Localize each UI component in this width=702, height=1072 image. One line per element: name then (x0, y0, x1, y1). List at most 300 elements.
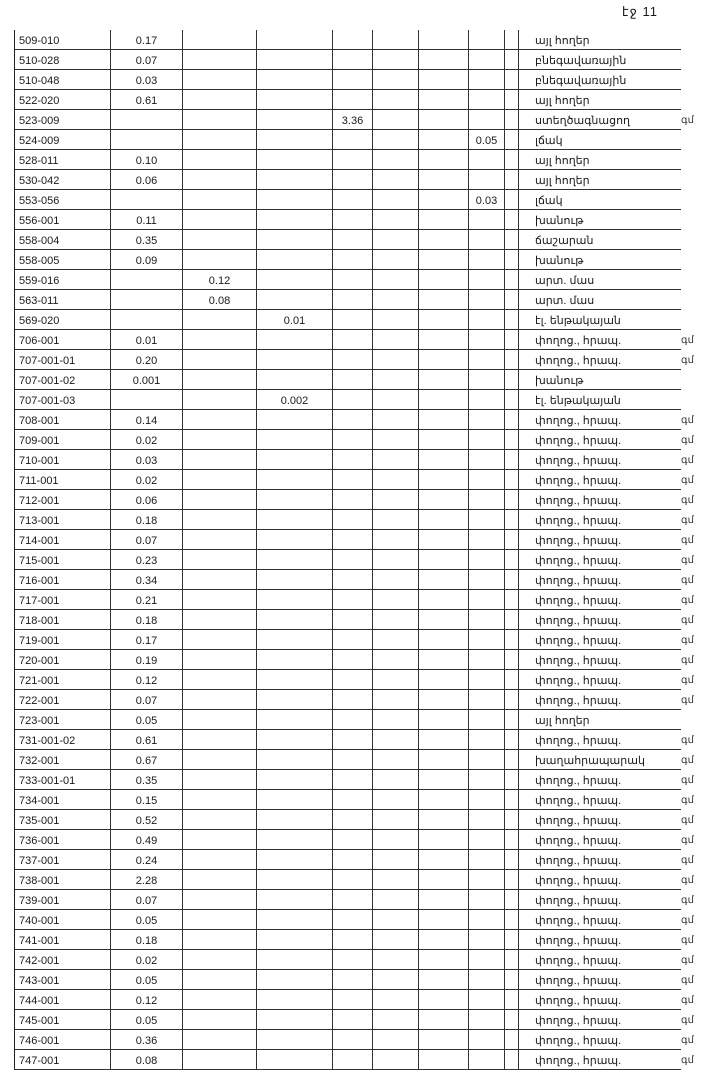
area-col6-cell (419, 50, 469, 69)
area-col7-cell (469, 470, 505, 489)
table-row (15, 530, 694, 550)
parcel-code-cell: 741-001 (15, 930, 111, 949)
area-col8-cell (505, 690, 519, 709)
table-row (15, 790, 694, 810)
area-col4-cell (333, 550, 373, 569)
area-col2-cell (183, 330, 257, 349)
table-row (15, 810, 694, 830)
land-use-cell: արտ. մաս (535, 275, 595, 287)
parcel-code-cell: 720-001 (15, 650, 111, 669)
land-use-cell: փողոց., հրապ. (535, 475, 622, 487)
area-col2-cell (183, 130, 257, 149)
land-use-cell: փողոց., հրապ. (535, 635, 622, 647)
area-col1-cell: 0.21 (111, 590, 183, 609)
area-col5-cell (373, 690, 419, 709)
ownership-mark: գմ (681, 475, 694, 486)
area-col1-cell (111, 290, 183, 309)
area-col6-cell (419, 1030, 469, 1049)
parcel-code-cell: 522-020 (15, 90, 111, 109)
area-col5-cell (373, 1050, 419, 1069)
ownership-mark: գմ (681, 975, 694, 986)
area-col7-cell (469, 970, 505, 989)
area-col5-cell (373, 890, 419, 909)
area-col2-cell (183, 470, 257, 489)
land-use-cell: փողոց., հրապ. (535, 1015, 622, 1027)
area-col2-cell (183, 810, 257, 829)
area-col5-cell (373, 810, 419, 829)
area-col7-cell (469, 830, 505, 849)
land-use-cell: այլ հողեր (535, 175, 590, 187)
area-col8-cell (505, 110, 519, 129)
area-col4-cell (333, 870, 373, 889)
area-col5-cell (373, 190, 419, 209)
area-col7-cell (469, 210, 505, 229)
table-row (15, 770, 694, 790)
area-col1-cell (111, 390, 183, 409)
area-col2-cell (183, 630, 257, 649)
ownership-mark: գմ (681, 455, 694, 466)
area-col3-cell (257, 330, 333, 349)
area-col4-cell (333, 850, 373, 869)
ownership-mark: գմ (681, 575, 694, 586)
area-col2-cell (183, 310, 257, 329)
area-col1-cell: 0.02 (111, 430, 183, 449)
land-use-cell: խանութ (535, 375, 584, 387)
area-col6-cell (419, 430, 469, 449)
table-row (15, 470, 694, 490)
area-col4-cell (333, 70, 373, 89)
table-row (15, 710, 681, 730)
area-col2-cell (183, 970, 257, 989)
land-use-cell: փողոց., հրապ. (535, 815, 622, 827)
area-col5-cell (373, 270, 419, 289)
area-col7-cell (469, 390, 505, 409)
area-col4-cell (333, 250, 373, 269)
area-col5-cell (373, 950, 419, 969)
area-col5-cell (373, 790, 419, 809)
parcel-code-cell: 523-009 (15, 110, 111, 129)
area-col1-cell: 0.08 (111, 1050, 183, 1069)
table-row (15, 970, 694, 990)
parcel-code-cell: 731-001-02 (15, 730, 111, 749)
parcel-code-cell: 743-001 (15, 970, 111, 989)
area-col6-cell (419, 750, 469, 769)
area-col8-cell (505, 1030, 519, 1049)
ownership-mark: գմ (681, 335, 694, 346)
land-use-cell: բնեգավառային (535, 55, 627, 67)
area-col8-cell (505, 290, 519, 309)
area-col4-cell (333, 770, 373, 789)
table-row (15, 190, 681, 210)
parcel-code-cell: 746-001 (15, 1030, 111, 1049)
area-col7-cell (469, 1010, 505, 1029)
area-col1-cell: 0.09 (111, 250, 183, 269)
area-col3-cell (257, 1030, 333, 1049)
land-use-cell: այլ հողեր (535, 95, 590, 107)
land-use-cell: ստեղծագնացող (535, 115, 631, 127)
area-col6-cell (419, 870, 469, 889)
area-col7-cell (469, 770, 505, 789)
area-col6-cell (419, 490, 469, 509)
ownership-mark: գմ (681, 495, 694, 506)
table-row (15, 590, 694, 610)
area-col7-cell (469, 990, 505, 1009)
table-row (15, 950, 694, 970)
area-col4-cell (333, 890, 373, 909)
area-col2-cell (183, 570, 257, 589)
land-use-cell: այլ հողեր (535, 155, 590, 167)
area-col8-cell (505, 550, 519, 569)
area-col2-cell (183, 390, 257, 409)
area-col8-cell (505, 890, 519, 909)
area-col5-cell (373, 1030, 419, 1049)
table-row (15, 410, 694, 430)
area-col2-cell (183, 350, 257, 369)
area-col2-cell (183, 450, 257, 469)
area-col2-cell (183, 490, 257, 509)
area-col8-cell (505, 130, 519, 149)
area-col3-cell (257, 590, 333, 609)
area-col4-cell (333, 630, 373, 649)
area-col1-cell: 0.15 (111, 790, 183, 809)
area-col3-cell (257, 690, 333, 709)
area-col7-cell (469, 490, 505, 509)
area-col8-cell (505, 870, 519, 889)
area-col1-cell: 0.18 (111, 930, 183, 949)
ownership-mark: գմ (681, 835, 694, 846)
area-col6-cell (419, 30, 469, 49)
area-col8-cell (505, 70, 519, 89)
parcel-code-cell: 713-001 (15, 510, 111, 529)
ownership-mark: գմ (681, 1055, 694, 1066)
area-col5-cell (373, 570, 419, 589)
area-col2-cell (183, 50, 257, 69)
area-col2-cell (183, 850, 257, 869)
ownership-mark: գմ (681, 995, 694, 1006)
area-col6-cell (419, 110, 469, 129)
area-col2-cell (183, 1030, 257, 1049)
land-use-cell: փողոց., հրապ. (535, 555, 622, 567)
area-col3-cell (257, 850, 333, 869)
area-col4-cell (333, 370, 373, 389)
area-col7-cell (469, 310, 505, 329)
area-col2-cell (183, 170, 257, 189)
area-col5-cell (373, 210, 419, 229)
ownership-mark: գմ (681, 915, 694, 926)
area-col1-cell: 0.52 (111, 810, 183, 829)
area-col2-cell (183, 650, 257, 669)
area-col3-cell (257, 190, 333, 209)
area-col7-cell (469, 670, 505, 689)
parcel-code-cell: 739-001 (15, 890, 111, 909)
area-col8-cell (505, 50, 519, 69)
land-use-cell: էլ. ենթակայան (535, 395, 621, 407)
land-use-cell: փողոց., հրապ. (535, 535, 622, 547)
area-col2-cell (183, 150, 257, 169)
area-col3-cell (257, 90, 333, 109)
area-col7-cell (469, 150, 505, 169)
area-col7-cell (469, 330, 505, 349)
land-use-cell: էլ. ենթակայան (535, 315, 621, 327)
parcel-code-cell: 558-005 (15, 250, 111, 269)
area-col1-cell: 0.14 (111, 410, 183, 429)
ownership-mark: գմ (681, 935, 694, 946)
area-col5-cell (373, 930, 419, 949)
area-col5-cell (373, 710, 419, 729)
parcel-code-cell: 715-001 (15, 550, 111, 569)
area-col8-cell (505, 430, 519, 449)
area-col8-cell (505, 530, 519, 549)
area-col8-cell (505, 1050, 519, 1069)
parcel-code-cell: 563-011 (15, 290, 111, 309)
area-col1-cell: 0.02 (111, 470, 183, 489)
area-col5-cell (373, 870, 419, 889)
area-col6-cell (419, 470, 469, 489)
parcel-code-cell: 734-001 (15, 790, 111, 809)
area-col1-cell (111, 310, 183, 329)
parcel-code-cell: 569-020 (15, 310, 111, 329)
area-col8-cell (505, 910, 519, 929)
land-parcel-table (14, 30, 694, 1070)
area-col3-cell (257, 410, 333, 429)
area-col6-cell (419, 890, 469, 909)
parcel-code-cell: 733-001-01 (15, 770, 111, 789)
parcel-code-cell: 737-001 (15, 850, 111, 869)
area-col7-cell (469, 890, 505, 909)
area-col3-cell (257, 650, 333, 669)
area-col4-cell (333, 830, 373, 849)
area-col7-cell (469, 850, 505, 869)
area-col7-cell (469, 350, 505, 369)
area-col8-cell (505, 710, 519, 729)
table-row (15, 930, 694, 950)
area-col7-cell (469, 590, 505, 609)
area-col1-cell: 0.07 (111, 890, 183, 909)
area-col3-cell (257, 910, 333, 929)
area-col2-cell (183, 670, 257, 689)
area-col6-cell (419, 1010, 469, 1029)
area-col6-cell (419, 90, 469, 109)
area-col4-cell (333, 690, 373, 709)
area-col7-cell (469, 430, 505, 449)
area-col4-cell (333, 390, 373, 409)
area-col1-cell: 0.02 (111, 950, 183, 969)
area-col3-cell (257, 130, 333, 149)
land-use-cell: փողոց., հրապ. (535, 875, 622, 887)
area-col7-cell (469, 910, 505, 929)
area-col4-cell (333, 410, 373, 429)
area-col4-cell (333, 990, 373, 1009)
area-col8-cell (505, 1010, 519, 1029)
ownership-mark: գմ (681, 695, 694, 706)
area-col4-cell (333, 170, 373, 189)
area-col4-cell (333, 610, 373, 629)
area-col4-cell (333, 930, 373, 949)
area-col4-cell (333, 650, 373, 669)
parcel-code-cell: 723-001 (15, 710, 111, 729)
area-col6-cell (419, 530, 469, 549)
land-use-cell: փողոց., հրապ. (535, 515, 622, 527)
area-col5-cell (373, 730, 419, 749)
area-col7-cell (469, 70, 505, 89)
table-row (15, 270, 681, 290)
area-col2-cell (183, 730, 257, 749)
area-col8-cell (505, 150, 519, 169)
area-col6-cell (419, 390, 469, 409)
area-col8-cell (505, 470, 519, 489)
area-col5-cell (373, 170, 419, 189)
land-use-cell: փողոց., հրապ. (535, 575, 622, 587)
area-col8-cell (505, 590, 519, 609)
ownership-mark: գմ (681, 115, 694, 126)
area-col5-cell (373, 110, 419, 129)
area-col7-cell (469, 50, 505, 69)
area-col1-cell: 0.03 (111, 450, 183, 469)
table-row (15, 170, 681, 190)
area-col5-cell (373, 510, 419, 529)
area-col1-cell: 0.24 (111, 850, 183, 869)
area-col8-cell (505, 650, 519, 669)
table-row (15, 730, 694, 750)
area-col8-cell (505, 170, 519, 189)
area-col4-cell (333, 670, 373, 689)
area-col8-cell (505, 90, 519, 109)
area-col6-cell (419, 330, 469, 349)
area-col4-cell (333, 350, 373, 369)
area-col2-cell (183, 70, 257, 89)
land-use-cell: փողոց., հրապ. (535, 935, 622, 947)
area-col6-cell (419, 190, 469, 209)
area-col2-cell (183, 110, 257, 129)
land-use-cell: փողոց., հրապ. (535, 695, 622, 707)
area-col2-cell (183, 230, 257, 249)
area-col1-cell: 0.61 (111, 90, 183, 109)
area-col3-cell (257, 250, 333, 269)
parcel-code-cell: 714-001 (15, 530, 111, 549)
parcel-code-cell: 736-001 (15, 830, 111, 849)
area-col4-cell: 3.36 (333, 110, 373, 129)
area-col3-cell (257, 550, 333, 569)
area-col3-cell (257, 470, 333, 489)
area-col7-cell (469, 750, 505, 769)
land-use-cell: արտ. մաս (535, 295, 595, 307)
parcel-code-cell: 528-011 (15, 150, 111, 169)
area-col4-cell (333, 50, 373, 69)
area-col6-cell (419, 830, 469, 849)
area-col4-cell (333, 90, 373, 109)
area-col1-cell: 0.12 (111, 990, 183, 1009)
area-col5-cell (373, 70, 419, 89)
area-col7-cell (469, 450, 505, 469)
area-col5-cell (373, 130, 419, 149)
area-col6-cell (419, 610, 469, 629)
area-col8-cell (505, 510, 519, 529)
area-col3-cell (257, 70, 333, 89)
area-col3-cell (257, 110, 333, 129)
ownership-mark: գմ (681, 635, 694, 646)
area-col7-cell (469, 730, 505, 749)
area-col7-cell (469, 230, 505, 249)
area-col7-cell (469, 650, 505, 669)
area-col5-cell (373, 850, 419, 869)
parcel-code-cell: 716-001 (15, 570, 111, 589)
area-col5-cell (373, 150, 419, 169)
area-col7-cell (469, 610, 505, 629)
table-row (15, 70, 681, 90)
area-col8-cell (505, 230, 519, 249)
area-col7-cell (469, 30, 505, 49)
area-col8-cell (505, 390, 519, 409)
land-use-cell: բնեգավառային (535, 75, 627, 87)
ownership-mark: գմ (681, 595, 694, 606)
area-col2-cell (183, 890, 257, 909)
table-row (15, 1050, 694, 1070)
area-col2-cell (183, 430, 257, 449)
parcel-code-cell: 742-001 (15, 950, 111, 969)
page-number: էջ 11 (621, 4, 658, 19)
area-col5-cell (373, 370, 419, 389)
land-use-cell: այլ հողեր (535, 715, 590, 727)
area-col8-cell (505, 830, 519, 849)
area-col5-cell (373, 750, 419, 769)
area-col8-cell (505, 30, 519, 49)
area-col8-cell (505, 850, 519, 869)
area-col7-cell (469, 110, 505, 129)
area-col3-cell (257, 990, 333, 1009)
area-col1-cell: 0.18 (111, 610, 183, 629)
parcel-code-cell: 558-004 (15, 230, 111, 249)
area-col1-cell: 0.05 (111, 1010, 183, 1029)
area-col3-cell (257, 290, 333, 309)
area-col7-cell (469, 630, 505, 649)
area-col1-cell: 0.03 (111, 70, 183, 89)
area-col6-cell (419, 450, 469, 469)
land-use-cell: փողոց., հրապ. (535, 615, 622, 627)
area-col3-cell (257, 890, 333, 909)
area-col1-cell: 0.23 (111, 550, 183, 569)
area-col1-cell (111, 190, 183, 209)
parcel-code-cell: 738-001 (15, 870, 111, 889)
parcel-code-cell: 707-001-02 (15, 370, 111, 389)
area-col2-cell (183, 410, 257, 429)
area-col6-cell (419, 210, 469, 229)
area-col7-cell (469, 790, 505, 809)
area-col5-cell (373, 670, 419, 689)
area-col5-cell (373, 470, 419, 489)
area-col8-cell (505, 370, 519, 389)
area-col3-cell (257, 710, 333, 729)
land-use-cell: փողոց., հրապ. (535, 415, 622, 427)
ownership-mark: գմ (681, 675, 694, 686)
area-col3-cell (257, 830, 333, 849)
area-col3-cell (257, 370, 333, 389)
area-col7-cell (469, 90, 505, 109)
table-row (15, 350, 694, 370)
area-col1-cell: 0.07 (111, 50, 183, 69)
table-row (15, 230, 681, 250)
area-col5-cell (373, 910, 419, 929)
area-col4-cell (333, 530, 373, 549)
area-col1-cell (111, 270, 183, 289)
ownership-mark: գմ (681, 555, 694, 566)
area-col2-cell (183, 510, 257, 529)
ownership-mark: գմ (681, 615, 694, 626)
area-col1-cell: 0.34 (111, 570, 183, 589)
area-col6-cell (419, 1050, 469, 1069)
area-col7-cell (469, 250, 505, 269)
ownership-mark: գմ (681, 735, 694, 746)
area-col1-cell (111, 110, 183, 129)
